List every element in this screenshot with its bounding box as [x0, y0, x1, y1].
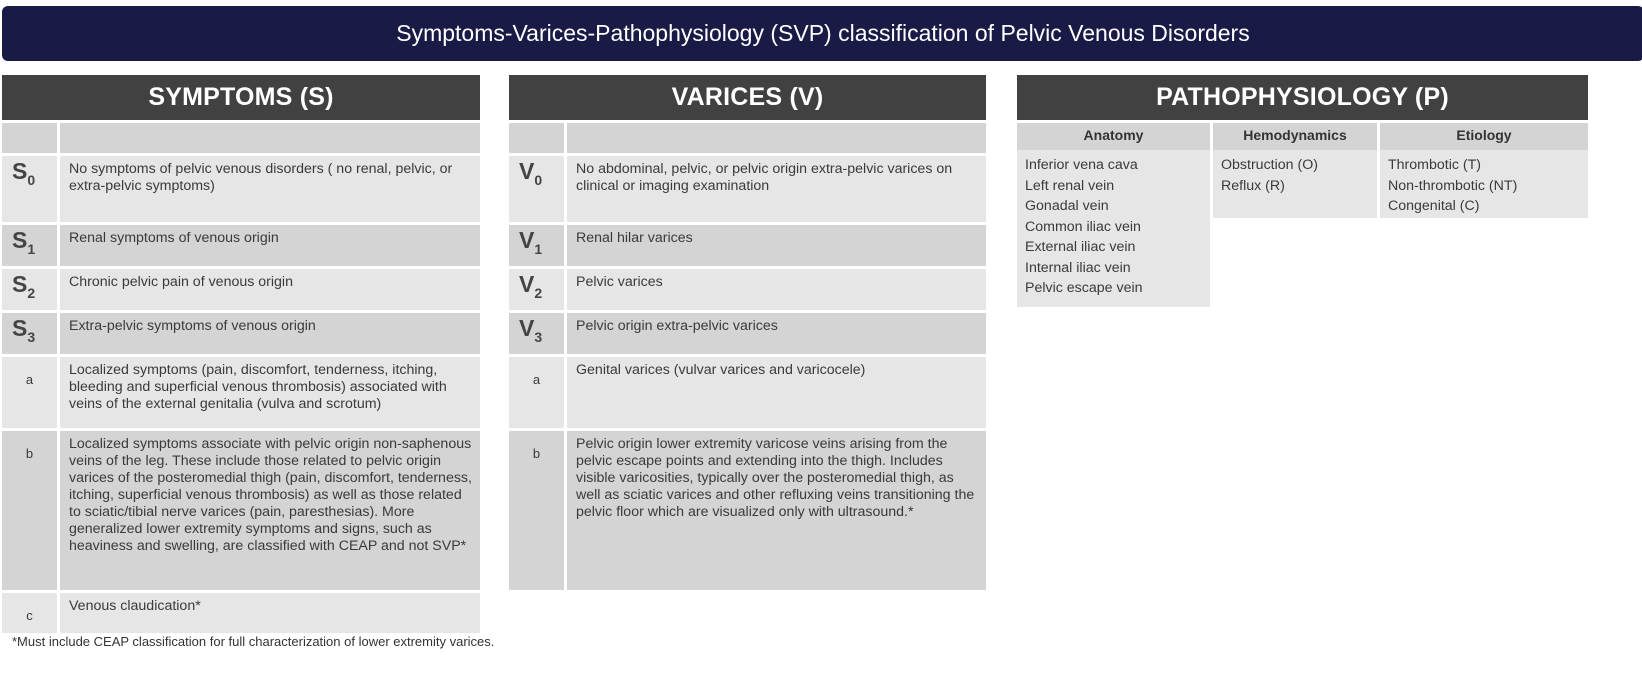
varix-description: Renal hilar varices: [567, 225, 986, 266]
varix-description: Genital varices (vulvar varices and varicocele): [567, 357, 986, 428]
varix-subcode: a: [509, 357, 564, 428]
list-item: Congenital (C): [1388, 198, 1480, 214]
symptom-subcode: b: [2, 431, 57, 590]
list-item: Gonadal vein: [1025, 198, 1109, 214]
varix-code: $V_0$: [509, 156, 564, 222]
table-row: [2, 428, 480, 590]
table-row: [509, 354, 986, 428]
list-item: Common iliac vein: [1025, 218, 1141, 235]
symptom-description: Renal symptoms of venous origin: [60, 225, 480, 266]
etiology-list: [1380, 150, 1588, 218]
symptom-code: $S_2$: [2, 269, 57, 310]
varix-description: No abdominal, pelvic, or pelvic origin extra-pelvic varices on clinical or imaging examination: [567, 156, 986, 222]
hemodynamics-list: [1213, 150, 1377, 218]
anatomy-column: [1017, 150, 1210, 307]
symptom-description: Localized symptoms (pain, discomfort, tenderness, itching, bleeding and superficial venous thrombosis) associated with veins of the external genitalia (vulva and scrotum): [60, 357, 480, 428]
symptom-description: Localized symptoms associate with pelvic origin non-saphenous veins of the leg. These include those related to pelvic origin varices of the posteromedial thigh (pain, discomfort, tenderness, itching, superficial venous thrombosis) as well as those related to sciatic/tibial nerve varices (pain, paresthesias). More generalized lower extremity symptoms and signs, such as heaviness and swelling, are classified with CEAP and not SVP*: [60, 431, 480, 590]
page-title: Symptoms-Varices-Pathophysiology (SVP) classification of Pelvic Venous Disorders: [2, 6, 1642, 61]
table-row: [2, 590, 480, 633]
anatomy-heading: Anatomy: [1017, 123, 1210, 150]
symptoms-blank-code: [2, 123, 57, 153]
varices-table: [509, 120, 986, 153]
varix-code: $V_3$: [509, 313, 564, 354]
list-item: Inferior vena cava: [1025, 157, 1138, 173]
hemodynamics-heading: Hemodynamics: [1213, 123, 1377, 150]
symptom-description: No symptoms of pelvic venous disorders ( no renal, pelvic, or extra-pelvic symptoms): [60, 156, 480, 222]
list-item: Reflux (R): [1221, 177, 1285, 194]
table-row: [509, 222, 986, 266]
symptoms-table: [2, 120, 480, 153]
list-item: Obstruction (O): [1221, 157, 1318, 173]
table-row: [2, 222, 480, 266]
table-row: [2, 354, 480, 428]
varix-code: $V_1$: [509, 225, 564, 266]
symptom-code: $S_3$: [2, 313, 57, 354]
symptoms-header: SYMPTOMS (S): [2, 75, 480, 120]
pathophysiology-table: [1017, 123, 1588, 307]
table-row: [2, 153, 480, 222]
hemodynamics-column: [1213, 150, 1377, 218]
varices-blank-code: [509, 123, 564, 153]
varices-panel: [509, 75, 986, 590]
varix-subcode: b: [509, 431, 564, 590]
list-item: Non-thrombotic (NT): [1388, 177, 1518, 194]
etiology-column: [1380, 150, 1588, 218]
pathophysiology-panel: [1017, 75, 1588, 307]
anatomy-list: [1017, 150, 1210, 307]
symptom-subcode: a: [2, 357, 57, 428]
varices-header: VARICES (V): [509, 75, 986, 120]
table-row: [509, 153, 986, 222]
varix-code: $V_2$: [509, 269, 564, 310]
symptom-code: $S_0$: [2, 156, 57, 222]
symptom-subcode: c: [2, 593, 57, 633]
footnote: *Must include CEAP classification for full characterization of lower extremity varices.: [12, 634, 495, 649]
varix-description: Pelvic origin lower extremity varicose veins arising from the pelvic escape points and extending into the thigh. Includes visible varicosities, typically over the posteromedial thigh, as well as sciatic varices and other refluxing veins transitioning the pelvic floor which are visualized only with ultrasound.*: [567, 431, 986, 590]
varix-description: Pelvic varices: [567, 269, 986, 310]
table-row: [509, 428, 986, 590]
list-item: External iliac vein: [1025, 239, 1136, 255]
symptom-description: Venous claudication*: [60, 593, 480, 633]
symptom-description: Chronic pelvic pain of venous origin: [60, 269, 480, 310]
symptoms-panel: [2, 75, 480, 633]
symptom-code: $S_1$: [2, 225, 57, 266]
list-item: Pelvic escape vein: [1025, 280, 1143, 296]
symptom-description: Extra-pelvic symptoms of venous origin: [60, 313, 480, 354]
table-row: [2, 310, 480, 354]
varix-description: Pelvic origin extra-pelvic varices: [567, 313, 986, 354]
symptoms-blank-desc: [60, 123, 480, 153]
table-row: [2, 266, 480, 310]
list-item: Internal iliac vein: [1025, 259, 1131, 276]
list-item: Left renal vein: [1025, 177, 1115, 194]
etiology-heading: Etiology: [1380, 123, 1588, 150]
table-row: [509, 266, 986, 310]
varices-blank-desc: [567, 123, 986, 153]
pathophysiology-header: PATHOPHYSIOLOGY (P): [1017, 75, 1588, 120]
list-item: Thrombotic (T): [1388, 157, 1482, 173]
table-row: [509, 310, 986, 354]
